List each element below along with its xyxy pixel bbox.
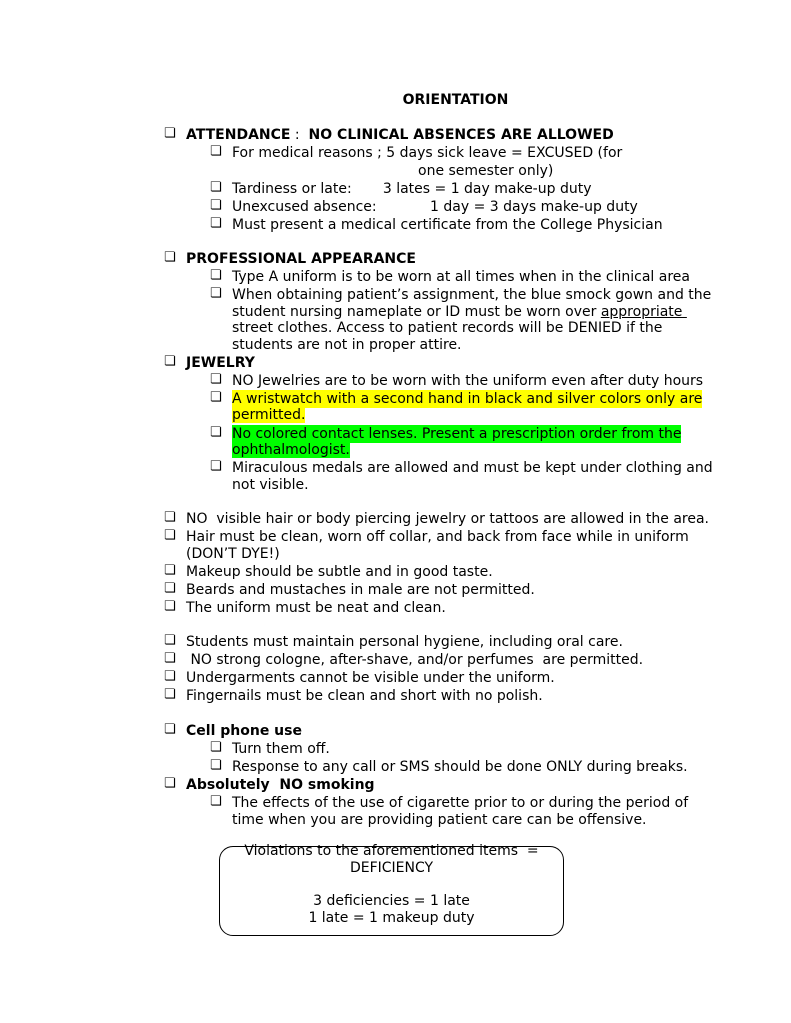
violations-line-3: 3 deficiencies = 1 late — [313, 893, 470, 909]
cellphone-heading: Cell phone use — [186, 723, 302, 739]
underlined-word: appropriate — [600, 304, 687, 320]
checkbox-icon: ❏ — [164, 687, 176, 702]
checkbox-icon: ❏ — [164, 250, 176, 265]
checkbox-icon: ❏ — [210, 758, 222, 773]
page-title: ORIENTATION — [402, 92, 509, 108]
jewelry-heading: JEWELRY — [186, 355, 255, 371]
checkbox-icon: ❏ — [210, 268, 222, 283]
violations-line-2: DEFICIENCY — [349, 860, 434, 876]
appearance-heading: PROFESSIONAL APPEARANCE — [186, 251, 416, 267]
list-item-continuation: permitted. — [232, 407, 306, 423]
list-item-continuation: time when you are providing patient care can be offensive. — [232, 812, 647, 828]
checkbox-icon: ❏ — [210, 794, 222, 809]
checkbox-icon: ❏ — [210, 390, 222, 405]
smoking-heading: Absolutely NO smoking — [186, 777, 375, 793]
checkbox-icon: ❏ — [210, 216, 222, 231]
checkbox-icon: ❏ — [164, 528, 176, 543]
checkbox-icon: ❏ — [210, 180, 222, 195]
list-item-continuation: ophthalmologist. — [232, 442, 350, 458]
checkbox-icon: ❏ — [164, 563, 176, 578]
violations-box — [219, 843, 564, 936]
checkbox-icon: ❏ — [210, 144, 222, 159]
list-item-continuation: one semester only) — [418, 163, 554, 179]
checkbox-icon: ❏ — [164, 354, 176, 369]
checkbox-icon: ❏ — [164, 581, 176, 596]
list-item-continuation: student nursing nameplate or ID must be worn over appropriate — [232, 304, 687, 320]
checkbox-icon: ❏ — [164, 651, 176, 666]
list-item-continuation: students are not in proper attire. — [232, 337, 462, 353]
checkbox-icon: ❏ — [164, 776, 176, 791]
checkbox-icon: ❏ — [210, 372, 222, 387]
checkbox-icon: ❏ — [210, 425, 222, 440]
list-item-continuation: (DON’T DYE!) — [186, 546, 280, 562]
checkbox-icon: ❏ — [164, 126, 176, 141]
checkbox-icon: ❏ — [164, 633, 176, 648]
list-item-continuation: street clothes. Access to patient records will be DENIED if the — [232, 320, 663, 336]
checkbox-icon: ❏ — [210, 459, 222, 474]
attendance-heading-rest: NO CLINICAL ABSENCES ARE ALLOWED — [308, 127, 614, 143]
checkbox-icon: ❏ — [164, 599, 176, 614]
violations-line-4: 1 late = 1 makeup duty — [308, 910, 475, 926]
checkbox-icon: ❏ — [210, 740, 222, 755]
checkbox-icon: ❏ — [164, 510, 176, 525]
attendance-heading: ATTENDANCE — [186, 127, 291, 143]
checkbox-icon: ❏ — [210, 286, 222, 301]
document-page: ORIENTATION ❏ ATTENDANCE : NO CLINICAL ABSENCES ARE ALLOWED ❏ For medical reasons ; 5 days sick leave = EXCUSED (for one semester only) ❏ Tardiness or late: 3 lates = 1 day make-up duty ❏ Unexcused absence: 1 day = 3 days make-up duty ❏ Must present a medical certificate from the College Physician ❏ PROFESSIONAL APPEARANCE ❏ Type A uniform is to be worn at all times when in the clinical area ❏ When obtaining patient’s assignment, the blue smock gown and the student nursing nameplate or ID must be worn over appropriate street clothes. Access to patient records will be DENIED if the students are not in proper attire. ❏ JEWELRY ❏ NO Jewelries are to be worn with the uniform even after duty hours ❏ A wristwatch with a second hand in black and silver colors only are permitted. ❏ No colored contact lenses. Present a prescription order from the ophthalmologist. ❏ Miraculous medals are allowed and must be kept under clothing and not visible. ❏ NO visible hair or body piercing jewelry or tattoos are allowed in the area. ❏ Hair must be clean, worn off collar, and back from face while in uniform (DON’T DYE!) ❏ Makeup should be subtle and in good taste. ❏ Beards and mustaches in male are not permitted. ❏ The uniform must be neat and clean. ❏ Students must maintain personal hygiene, including oral care. ❏ NO strong cologne, after-shave, and/or perfumes are permitted. ❏ Undergarments cannot be visible under the uniform. ❏ Fingernails must be clean and short with no polish. ❏ Cell phone use ❏ Turn them off. ❏ Response to any call or SMS should be done ONLY during breaks. ❏ Absolutely NO smoking ❏ The effects of the use of cigarette prior to or during the period of time when you are providing patient care can be offensive. Violations to the aforementioned items = DEFICIENCY 3 deficiencies = 1 late 1 late = 1 makeup duty — [0, 0, 791, 1023]
violations-line-1: Violations to the aforementioned items = — [244, 843, 539, 859]
checkbox-icon: ❏ — [164, 722, 176, 737]
list-item-continuation: not visible. — [232, 477, 309, 493]
checkbox-icon: ❏ — [164, 669, 176, 684]
checkbox-icon: ❏ — [210, 198, 222, 213]
